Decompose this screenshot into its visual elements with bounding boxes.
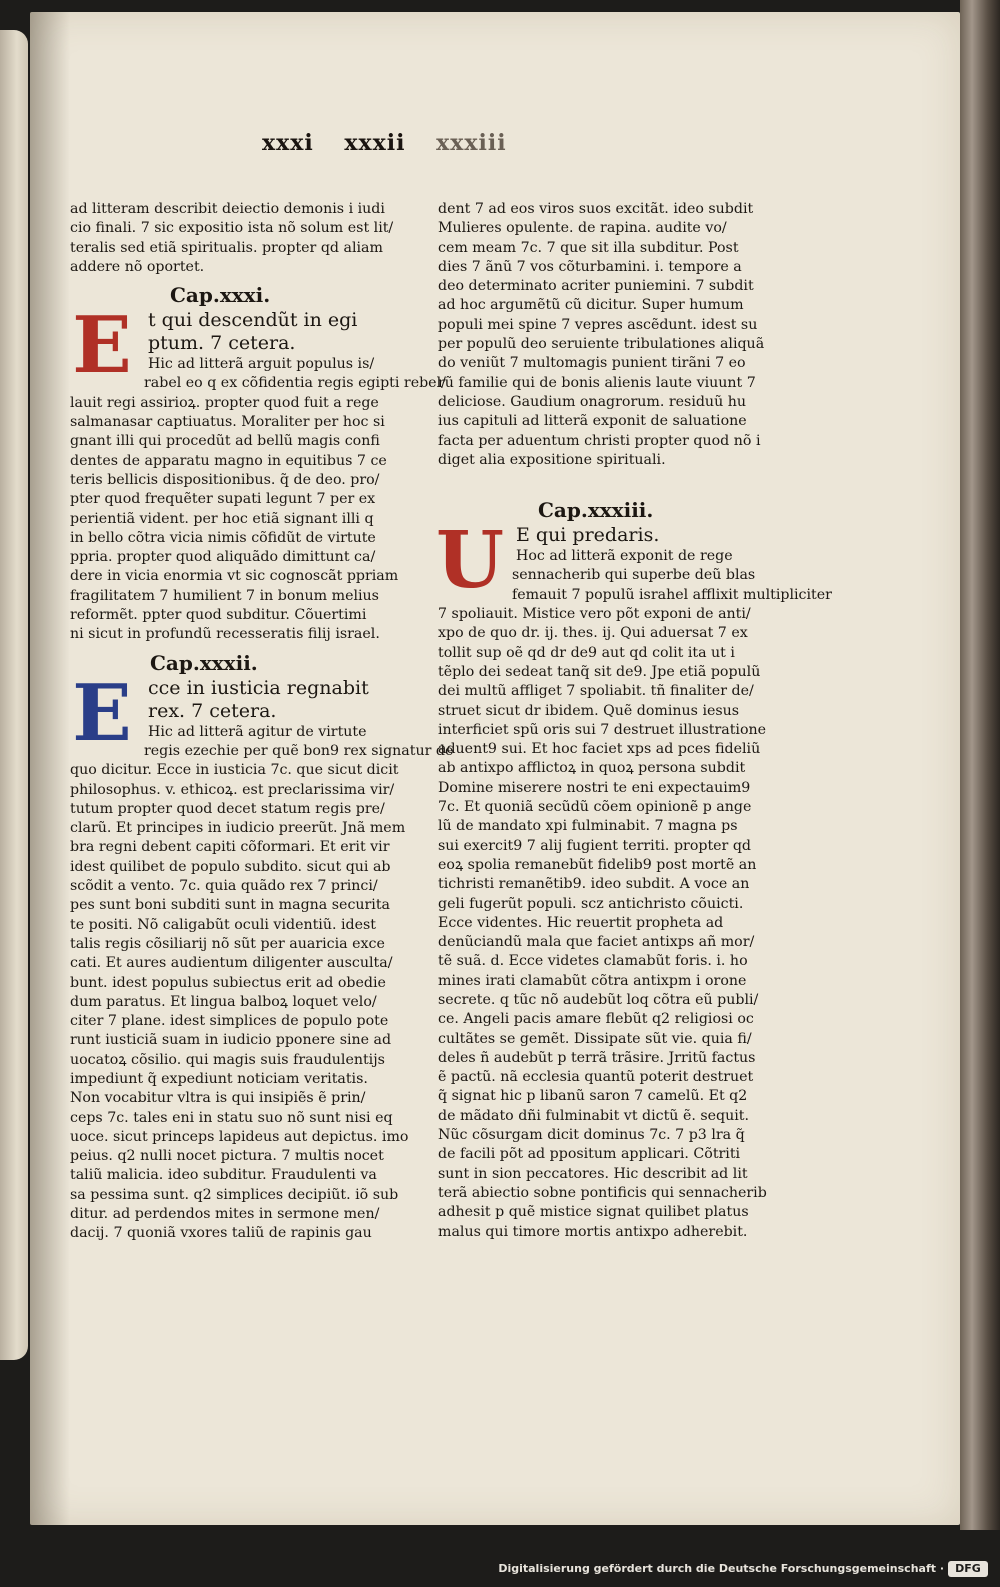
text-line: sunt in sion peccatores. Hic describit ad lit [438,1165,748,1182]
text-line: dent 7 ad eos viros suos excitãt. ideo subdit [438,201,754,217]
chapter-33-incipit: E qui predaris. [516,524,660,547]
chapter-heading-31: Cap.xxxi. [170,283,271,308]
chapter-33-block [435,515,832,1242]
text-line: 7 spoliauit. Mistice vero põt exponi de anti/ [438,606,751,623]
text-line: do veniũt 7 multomagis punient tirãni 7 eo [438,355,746,372]
text-line: tẽplo dei sedeat tanq̃ sit de9. Jpe etiã populũ [438,663,761,680]
text-line: geli fugerũt populi. scz antichristo cõuicti. [438,895,744,912]
text-line: dies 7 ãnũ 7 vos cõturbamini. i. tempore a [438,258,742,275]
running-header [262,130,529,156]
text-line: deles ñ audebũt p terrã trãsire. Jrritũ factus [438,1049,756,1066]
gutter-shadow [30,12,70,1525]
incipit-line: rex. 7 cetera. [148,699,277,722]
text-line: impediunt q̃ expediunt noticiam veritatis. [70,1070,368,1087]
text-line: te positi. Nõ caligabũt oculi videntiũ. idest [70,916,376,933]
text-line: rũ familie qui de bonis alienis laute viuunt 7 [438,374,756,391]
decorated-initial-e-blue: E [72,667,132,759]
text-line: dei multũ affliget 7 spoliabit. tñ finaliter de/ [438,683,754,700]
text-line: quo dicitur. Ecce in iusticia 7c. que sicut dicit [70,762,399,779]
text-line: teralis sed etiã spiritualis. propter qd aliam [70,239,383,256]
text-line: addere nõ oportet. [70,258,205,275]
text-line: ab antixpo afflictoꝝ in quoꝝ persona subdit [438,760,746,777]
text-line: ceps 7c. tales eni in statu suo nõ sunt nisi eq [70,1109,393,1126]
incipit-line: cce in iusticia regnabit [148,676,369,699]
text-line: deo determinato acriter puniemini. 7 subdit [438,278,754,295]
text-line: pes sunt boni subditi sunt in magna securita [70,897,391,914]
folio-number-1: xxxi [262,130,314,156]
text-line: ditur. ad perdendos mites in sermone men/ [70,1206,380,1223]
text-line: interficiet spũ oris sui 7 destruet illustratione [438,721,767,738]
text-line: citer 7 plane. idest simplices de populo pote [70,1013,389,1030]
text-line: de mãdato dñi fulminabit vt dictũ ẽ. sequit. [438,1107,750,1124]
text-line: tichristi remanẽtib9. ideo subdit. A voce an [438,876,750,893]
incipit-line: t qui descendũt in egi [148,309,358,332]
folio-number-3: xxxiii [436,130,507,156]
text-line: secrete. q tũc nõ audebũt loq cõtra eũ publi/ [438,991,759,1008]
text-line: uoce. sicut princeps lapideus aut depictus. imo [70,1128,409,1145]
text-line: salmanasar captiuatus. Moraliter per hoc si [70,414,385,431]
text-line: malus qui timore mortis antixpo adherebit. [438,1223,748,1240]
text-line: cati. Et aures audientum diligenter ausculta/ [70,955,393,972]
decorated-initial-u-red: U [435,515,505,607]
text-line: Hic ad litterã agitur de virtute [148,723,367,740]
text-line: populi mei spine 7 vepres ascẽdunt. idest su [438,316,758,333]
chapter-32-text [70,723,454,1244]
text-line: deliciose. Gaudium onagrorum. residuũ hu [438,393,746,410]
left-column [70,200,454,1244]
text-line: tutum propter quod decet statum regis pre/ [70,800,385,817]
book-edge [960,0,1000,1530]
text-line: q̃ signat hic p libanũ saron 7 camelũ. Et q2 [438,1088,748,1105]
text-line: Domine miserere nostri te eni expectauim9 [438,779,751,796]
text-line: reformẽt. ppter quod subditur. Cõuertimi [70,607,367,624]
incipit-line: ptum. 7 cetera. [148,332,296,355]
text-line: Mulieres opulente. de rapina. audite vo/ [438,220,727,237]
text-line: lũ de mandato xpi fulminabit. 7 magna ps [438,818,738,835]
text-line: ce. Angeli pacis amare flebũt q2 religiosi oc [438,1011,754,1028]
text-line: Hic ad litterã arguit populus is/ [148,356,375,373]
chapter-heading-33: Cap.xxxiii. [538,498,654,523]
chapter-31-text [70,355,446,644]
chapter-31-block [70,300,446,644]
text-line: teris bellicis dispositionibus. q̃ de deo. pro/ [70,471,380,488]
text-line: regis ezechie per quẽ bon9 rex signatur de [144,742,454,759]
text-line: dere in vicia enormia vt sic cognoscãt ppriam [70,568,399,585]
text-line: sui exercit9 7 alij fugient territi. propter qd [438,837,751,854]
text-line: diget alia expositione spirituali. [438,451,666,468]
text-line: gnant illi qui procedũt ad bellũ magis confi [70,433,380,450]
text-line: sa pessima sunt. q2 simplices decipiũt. iõ sub [70,1186,399,1203]
text-line: cem meam 7c. 7 que sit illa subditur. Post [438,239,739,256]
text-line: bra regni debent capiti cõformari. Et erit vir [70,839,390,856]
text-line: tollit sup oẽ qd dr de9 aut qd colit ita ut i [438,644,735,661]
text-line: Ecce videntes. Hic reuertit propheta ad [438,914,724,931]
text-line: mines irati clamabũt cõtra antixpm i orone [438,972,747,989]
text-line: lauit regi assirioꝝ. propter quod fuit a rege [70,394,379,411]
text-line: dum paratus. Et lingua balboꝝ loquet velo/ [70,993,377,1010]
text-line: ad hoc argumẽtũ cũ dicitur. Super humum [438,297,744,314]
text-line: Non vocabitur vltra is qui insipiẽs ẽ prin/ [70,1090,366,1107]
text-line: denũciandũ mala que faciet antixps añ mor/ [438,934,755,951]
text-line: dentes de apparatu magno in equitibus 7 ce [70,452,387,469]
text-line: talis regis cõsiliarij nõ sũt per auaricia exce [70,935,385,952]
text-line: cultãtes se gemẽt. Dissipate sũt vie. quia fi/ [438,1030,752,1047]
col1-opening-lines [70,200,394,277]
text-line: uocatoꝝ cõsilio. qui magis suis fraudulentijs [70,1051,385,1068]
text-line: sennacherib qui superbe deũ blas [512,567,756,584]
text-line: perientiã vident. per hoc etiã signant illi q [70,510,374,527]
text-line: dacij. 7 quoniã vxores taliũ de rapinis gau [70,1225,372,1242]
chapter-heading-32: Cap.xxxii. [150,650,258,675]
text-line: runt iusticiã suam in iudicio pponere sine ad [70,1032,392,1049]
chapter-32-block [70,667,454,1244]
text-line: clarũ. Et principes in iudicio preerũt. Jnã mem [70,820,406,837]
funding-credit: Digitalisierung gefördert durch die Deutsche Forschungsgemeinschaft · [498,1562,944,1575]
text-line: tẽ suã. d. Ecce videtes clamabũt foris. i. ho [438,953,748,970]
text-line: Hoc ad litterã exponit de rege [516,548,733,565]
text-line: idest quilibet de populo subdito. sicut qui ab [70,858,391,875]
text-line: adhesit p quẽ mistice signat quilibet platus [438,1204,749,1221]
text-line: ẽ pactũ. nã ecclesia quantũ poterit destruet [438,1069,754,1086]
col2-opening-lines [438,200,765,470]
text-line: philosophus. v. ethicoꝝ. est preclarissima vir/ [70,781,395,798]
folio-number-2: xxxii [344,130,406,156]
text-line: scõdit a vento. 7c. quia quãdo rex 7 princi/ [70,878,378,895]
right-column [435,200,832,1242]
text-line: pter quod frequẽter supati legunt 7 per ex [70,491,376,508]
dfg-logo: DFG [948,1561,988,1577]
text-line: terã abiectio sobne pontificis qui sennacherib [438,1184,767,1201]
text-line: 7c. Et quoniã secũdũ cõem opinionẽ p ange [438,799,752,816]
text-line: per populũ deo seruiente tribulationes aliquã [438,336,765,353]
text-line: Nũc cõsurgam dicit dominus 7c. 7 p3 lra q̃ [438,1127,745,1144]
text-line: bunt. idest populus subiectus erit ad obedie [70,974,386,991]
chapter-33-text [438,547,832,1242]
text-line: in bello cõtra vicia nimis cõfidũt de virtute [70,529,376,546]
text-line: ppria. propter quod aliquãdo dimittunt ca/ [70,549,376,566]
text-line: taliũ malicia. ideo subditur. Fraudulenti va [70,1167,377,1184]
text-line: eoꝝ spolia remanebũt fidelib9 post mortẽ an [438,856,757,873]
text-line: ad litteram describit deiectio demonis i iudi [70,201,385,217]
text-line: ius capituli ad litterã exponit de saluatione [438,413,747,430]
text-line: de facili põt ad ppositum applicari. Cõtriti [438,1146,741,1163]
text-line: rabel eo q ex cõfidentia regis egipti rebel/ [144,375,446,392]
decorated-initial-e-red: E [72,300,132,392]
text-line: cio finali. 7 sic expositio ista nõ solum est lit/ [70,220,394,237]
facing-page-edge [0,30,28,1360]
text-line: fragilitatem 7 humilient 7 in bonum melius [70,587,379,604]
text-line: femauit 7 populũ israhel afflixit multipliciter [512,586,832,603]
text-line: struet sicut dr ibidem. Quẽ dominus iesus [438,702,740,719]
text-line: aduent9 sui. Et hoc faciet xps ad pces fideliũ [438,741,761,758]
text-line: ni sicut in profundũ recesseratis filij israel. [70,626,380,643]
text-line: peius. q2 nulli nocet pictura. 7 multis nocet [70,1148,384,1165]
text-line: xpo de quo dr. ij. thes. ij. Qui aduersat 7 ex [438,625,748,642]
text-line: facta per aduentum christi propter quod nõ i [438,432,761,449]
